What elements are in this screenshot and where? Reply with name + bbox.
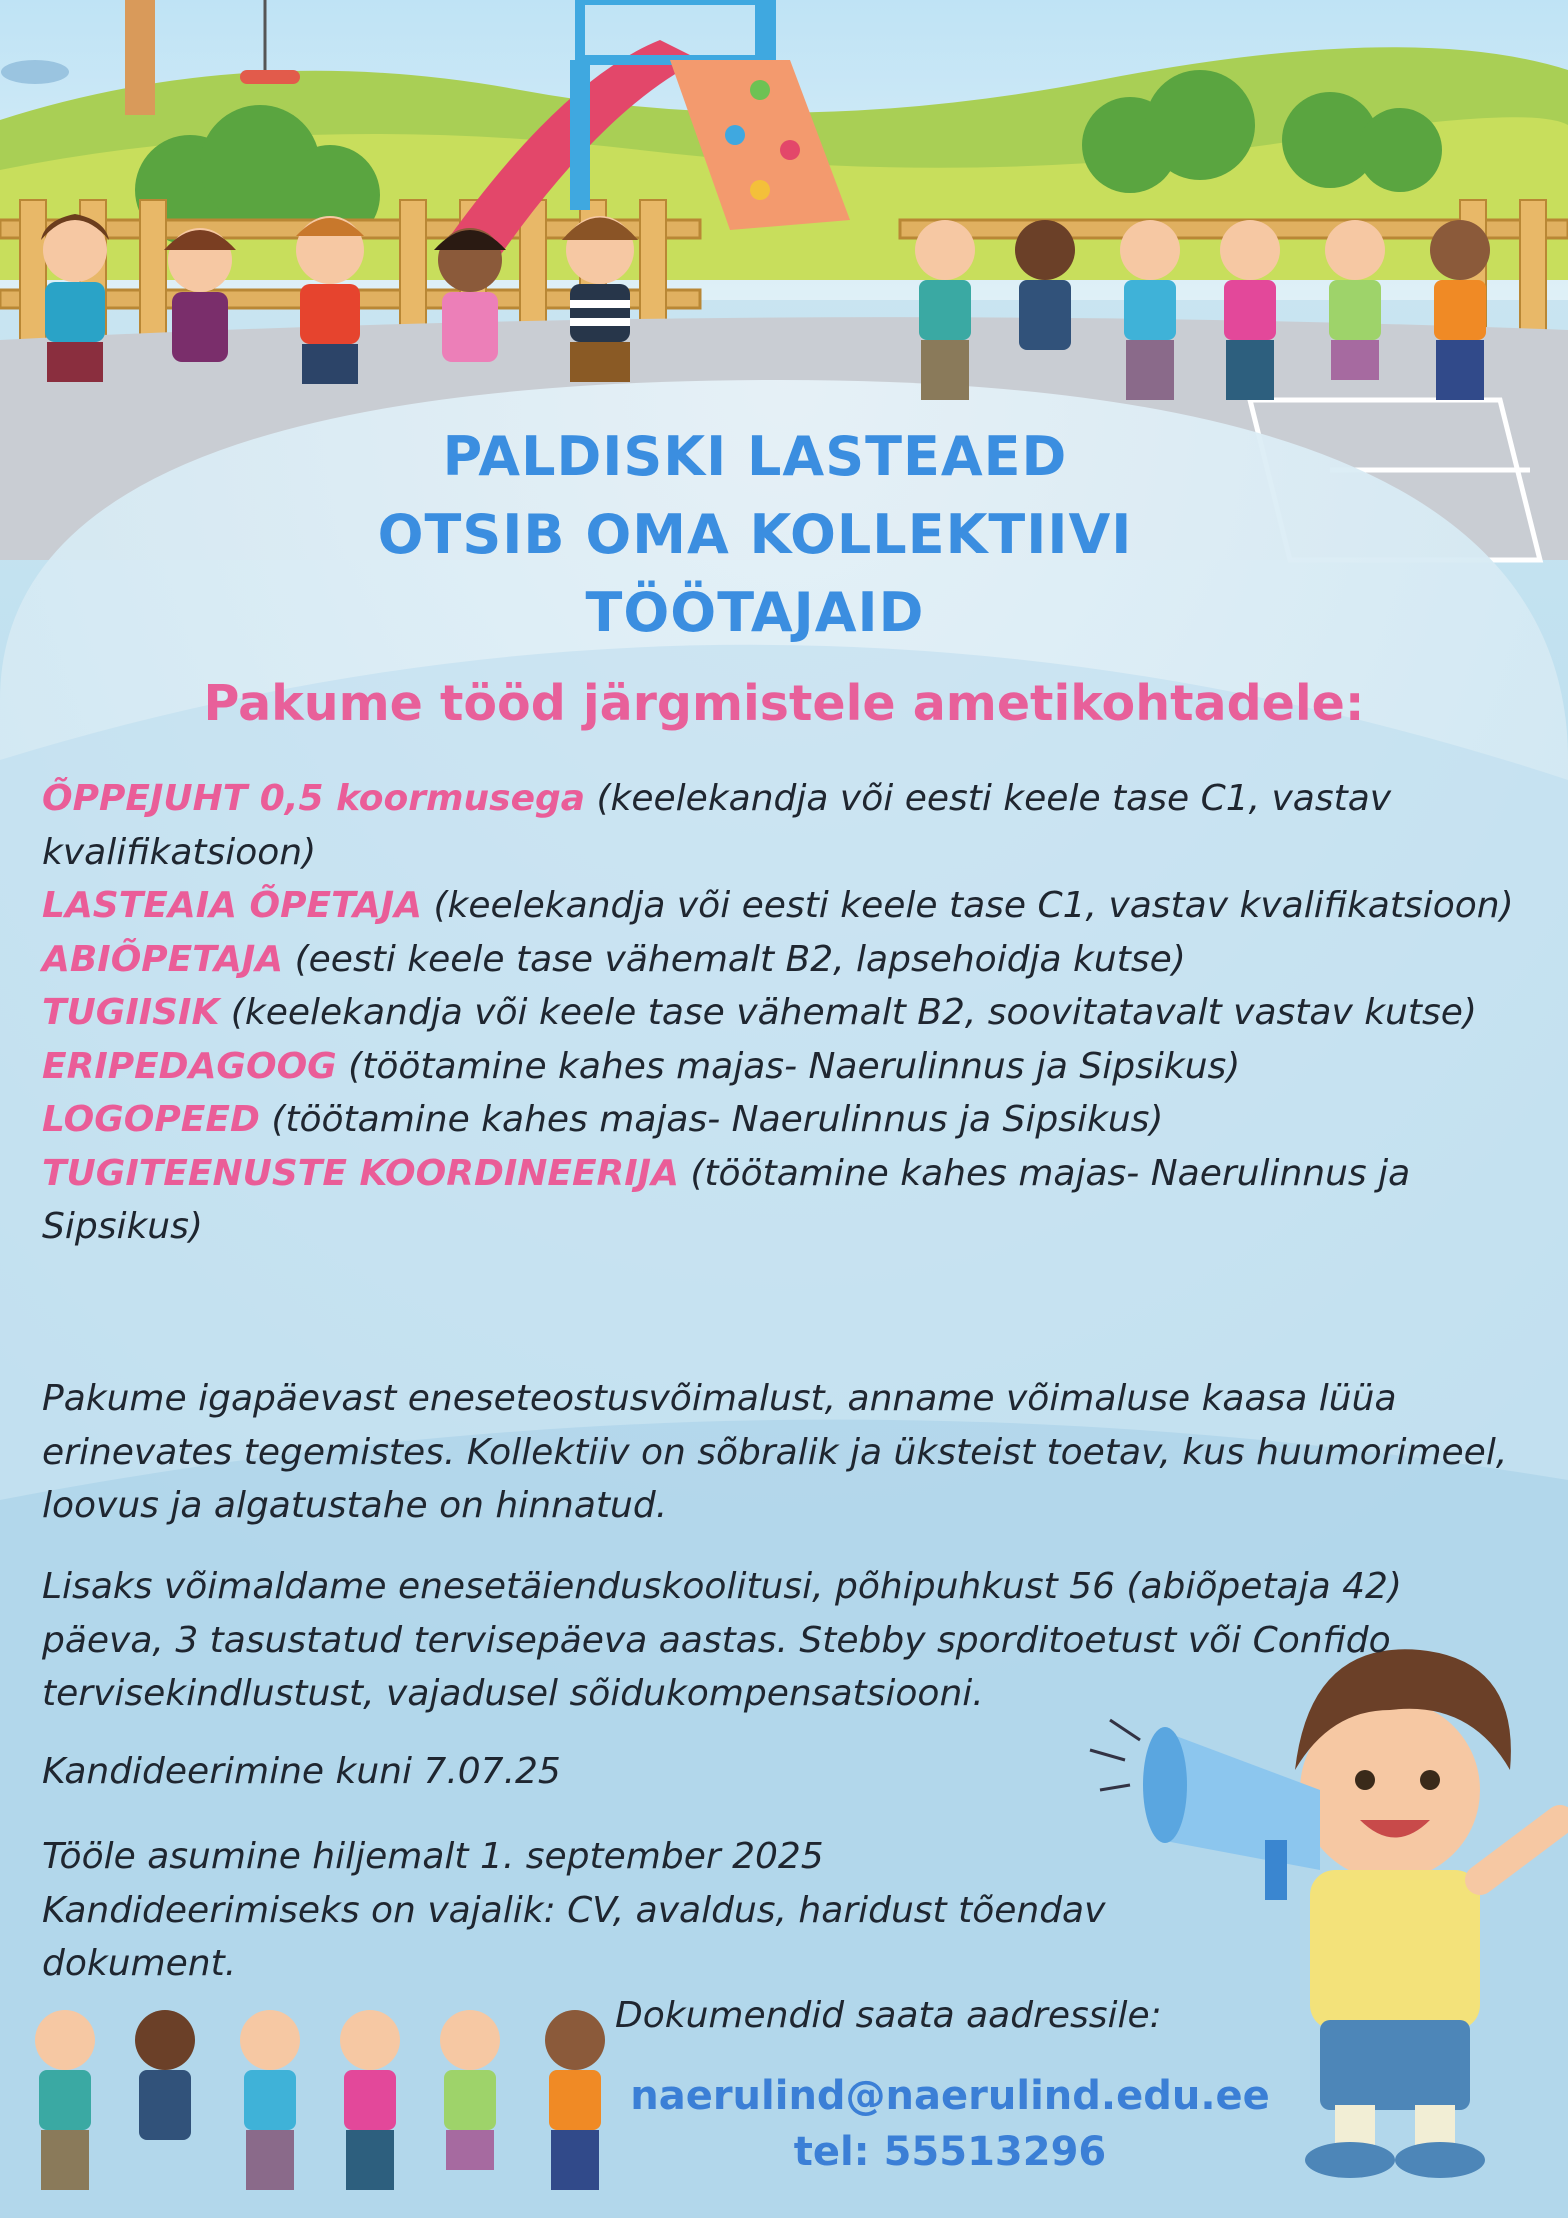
job-title: TUGIISIK	[42, 992, 220, 1033]
job-title: TUGITEENUSTE KOORDINEERIJA	[42, 1152, 679, 1194]
job-list	[42, 772, 1532, 1254]
required-documents-text: Kandideerimiseks on vajalik: CV, avaldus, haridust tõendav dokument.	[42, 1889, 1106, 1984]
job-desc: (töötamine kahes majas- Naerulinnus ja Sipsikus)	[42, 1152, 1411, 1247]
job-item	[42, 772, 1532, 879]
job-desc: (töötamine kahes majas- Naerulinnus ja Sipsikus)	[259, 1099, 1164, 1140]
documents-intro: Dokumendid saata aadressile:	[615, 1995, 1162, 2036]
job-item	[42, 1040, 1532, 1094]
job-desc: (eesti keele tase vähemalt B2, lapsehoidja kutse)	[283, 938, 1186, 980]
phone-number: tel: 55513296	[793, 2129, 1107, 2175]
page-title	[0, 418, 1510, 652]
job-item	[42, 933, 1532, 987]
title-line-2: OTSIB OMA KOLLEKTIIVI	[377, 503, 1133, 566]
offer-paragraph: Pakume igapäevast eneseteostusvõimalust, anname võimaluse kaasa lüüa erinevates tegemistes. Kollektiiv on sõbralik ja üksteist toetav, kus huumorimeel, loovus ja algatustahe on hinnatud.	[42, 1378, 1508, 1526]
contact-block	[600, 2068, 1300, 2180]
job-desc: (keelekandja või keele tase vähemalt B2, soovitatavalt vastav kutse)	[219, 992, 1477, 1033]
job-item	[42, 879, 1532, 933]
job-title: LASTEAIA ÕPETAJA	[42, 885, 422, 926]
email-link[interactable]: naerulind@naerulind.edu.ee	[630, 2073, 1270, 2119]
job-item	[42, 1147, 1532, 1254]
job-title: ABIÕPETAJA	[42, 938, 284, 980]
title-line-1: PALDISKI LASTEAED	[442, 425, 1068, 488]
start-date-text: Tööle asumine hiljemalt 1. september 2025	[42, 1836, 824, 1877]
job-title: ÕPPEJUHT 0,5 koormusega	[42, 778, 586, 819]
start-and-requirements	[42, 1830, 1222, 1991]
job-desc: (keelekandja või eesti keele tase C1, vastav kvalifikatsioon)	[42, 778, 1392, 873]
title-line-3: TÖÖTAJAID	[585, 581, 925, 644]
positions-heading: Pakume tööd järgmistele ametikohtadele:	[203, 675, 1365, 732]
job-desc: (keelekandja või eesti keele tase C1, vastav kvalifikatsioon)	[422, 885, 1514, 926]
job-item	[42, 1093, 1532, 1147]
job-title: ERIPEDAGOOG	[42, 1045, 337, 1087]
deadline-text: Kandideerimine kuni 7.07.25	[42, 1751, 561, 1792]
job-desc: (töötamine kahes majas- Naerulinnus ja Sipsikus)	[336, 1045, 1241, 1087]
benefits-paragraph: Lisaks võimaldame enesetäienduskoolitusi, põhipuhkust 56 (abiõpetaja 42) päeva, 3 tasustatud tervisepäeva aastas. Stebby sporditoetust või Confido tervisekindlustust, vajadusel sõidukompensatsiooni.	[42, 1566, 1402, 1714]
job-title: LOGOPEED	[42, 1099, 260, 1140]
job-item	[42, 986, 1532, 1040]
